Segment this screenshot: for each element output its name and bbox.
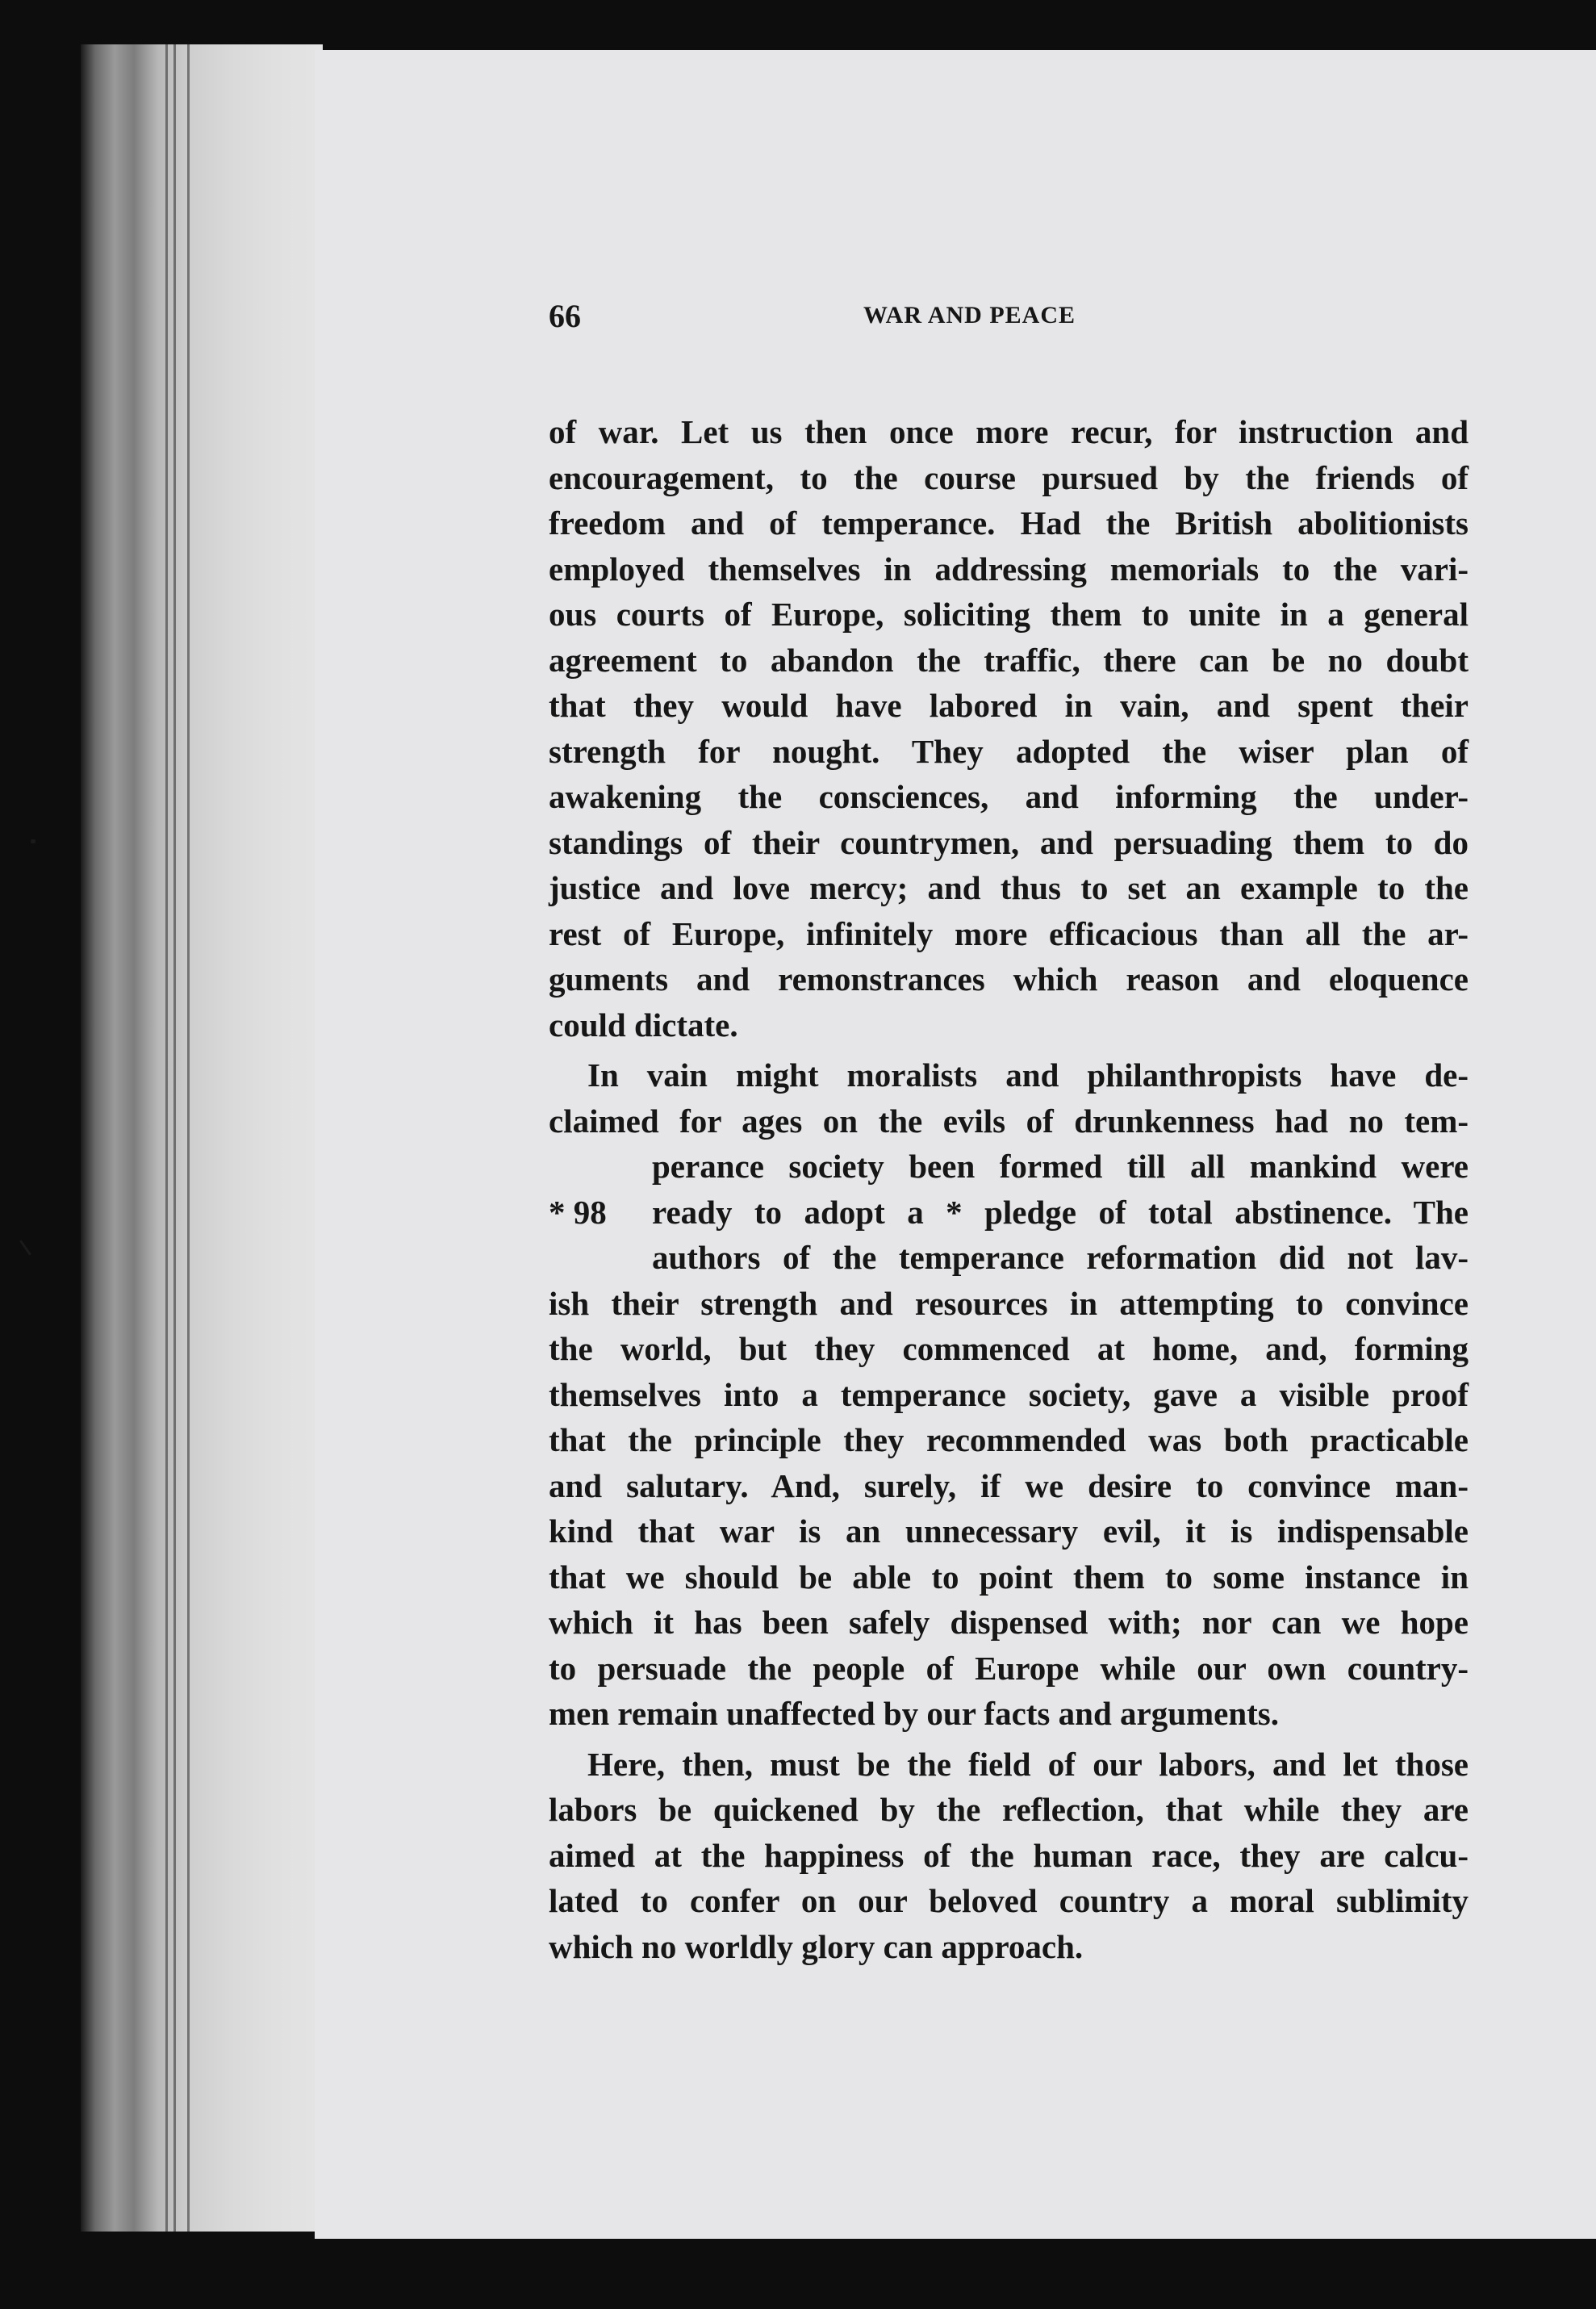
text-line: that we should be able to point them to some instance in [549,1558,1469,1596]
running-title: WAR AND PEACE [863,302,1076,328]
page-number: 66 [549,298,581,334]
speck [31,839,36,843]
paragraph [549,1742,1469,1970]
text-line: labors be quickened by the reflection, that while they are [549,1791,1469,1828]
text-line: aimed at the happiness of the human race, they are calcu- [549,1836,1469,1874]
text-line: men remain unaffected by our facts and arguments. [549,1695,1280,1732]
text-line: to persuade the people of Europe while our own country- [549,1649,1469,1687]
text-line: rest of Europe, infinitely more efficacious than all the ar- [549,914,1469,952]
text-line: freedom and of temperance. Had the British abolitionists [549,504,1469,542]
text-line: awakening the consciences, and informing the under- [549,778,1469,815]
text-line: of war. Let us then once more recur, for instruction and [549,413,1469,450]
paragraph [549,1052,1469,1737]
text-line: encouragement, to the course pursued by the friends of [549,458,1469,496]
running-head [549,292,1469,341]
speck [19,1240,31,1256]
text-line: agreement to abandon the traffic, there can be no doubt [549,641,1469,679]
text-line: ous courts of Europe, soliciting them to unite in a general [549,596,1469,633]
text-line: In vain might moralists and philanthropists have de- [587,1056,1469,1094]
text-line: authors of the temperance reformation did not lav- [652,1239,1469,1276]
text-line: that they would have labored in vain, and spent their [549,687,1469,724]
text-line: kind that war is an unnecessary evil, it is indispensable [549,1512,1469,1550]
text-line: standings of their countrymen, and persuading them to do [549,823,1469,861]
text-line: and salutary. And, surely, if we desire to convince man- [549,1466,1469,1504]
text-line: claimed for ages on the evils of drunkenness had no tem- [549,1102,1469,1140]
text-line: ready to adopt a * pledge of total abstinence. The [652,1193,1469,1231]
gutter-shadow-line [187,44,190,2232]
text-line: that the principle they recommended was both practicable [549,1421,1469,1458]
text-line: employed themselves in addressing memorials to the vari- [549,550,1469,588]
text-line: Here, then, must be the field of our labors, and let those [587,1745,1469,1783]
text-line: strength for nought. They adopted the wiser plan of [549,732,1469,770]
text-line: themselves into a temperance society, gave a visible proof [549,1375,1469,1413]
text-line: the world, but they commenced at home, and, forming [549,1330,1469,1367]
paragraph [549,409,1469,1048]
text-line: lated to confer on our beloved country a moral sublimity [549,1882,1469,1919]
marginal-row [549,1190,1469,1236]
book-page [315,50,1596,2239]
binding-gutter [81,44,323,2232]
text-line: guments and remonstrances which reason and eloquence [549,960,1469,998]
text-line: ish their strength and resources in attempting to convince [549,1284,1469,1322]
gutter-shadow-line [165,44,168,2232]
text-line: could dictate. [549,1006,738,1044]
text-line: justice and love mercy; and thus to set an example to the [549,869,1469,906]
text-line: perance society been formed till all mankind were [652,1148,1469,1185]
body-text [549,409,1469,1974]
text-line: which no worldly glory can approach. [549,1927,1084,1965]
marginal-page-ref: * 98 [549,1193,607,1231]
gutter-shadow-line [173,44,176,2232]
text-line: which it has been safely dispensed with; nor can we hope [549,1604,1469,1641]
